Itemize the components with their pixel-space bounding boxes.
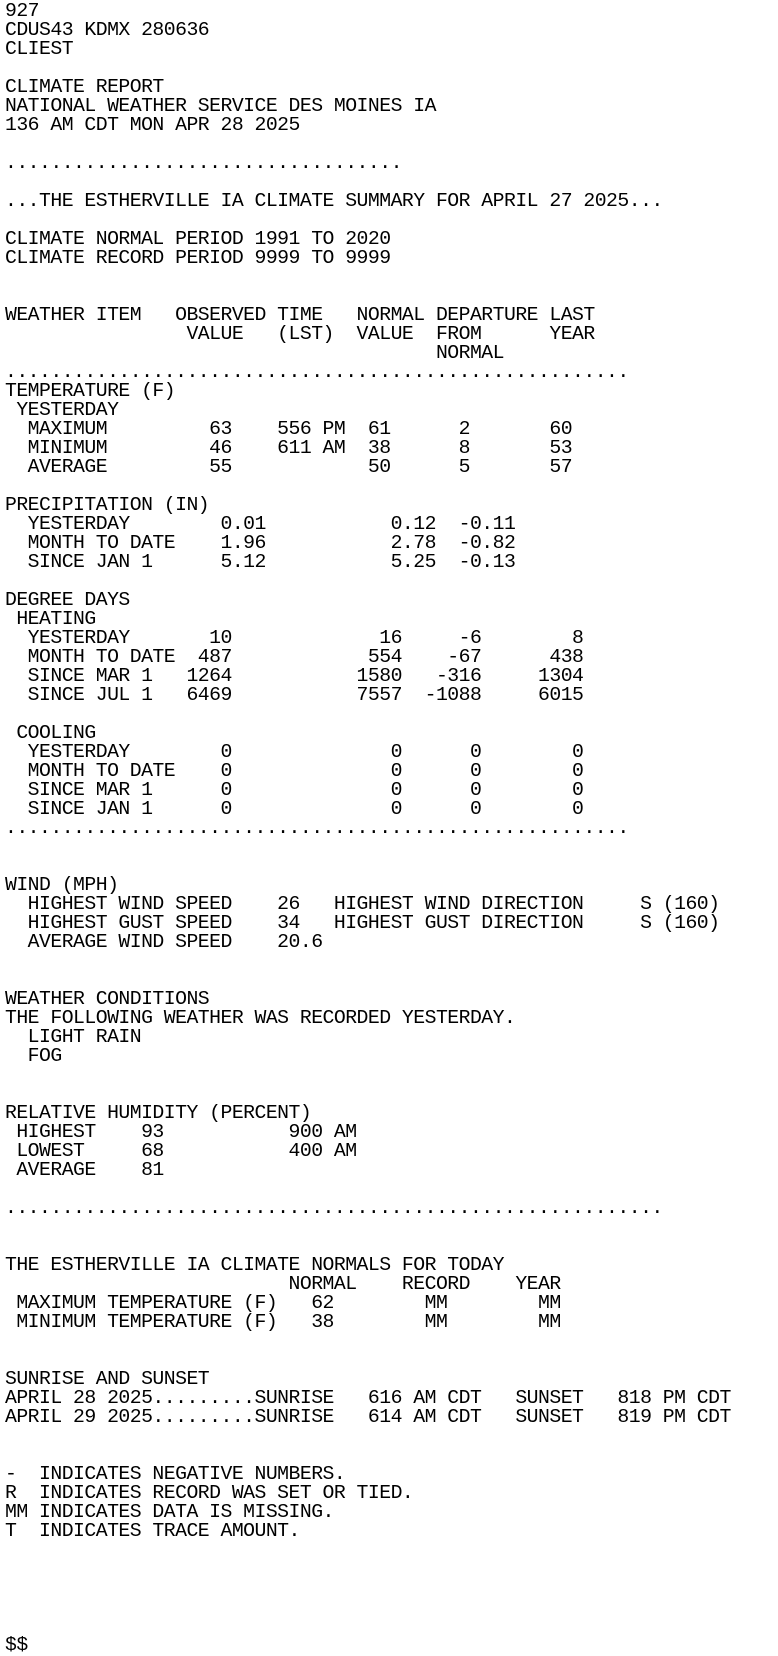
report-line: TEMPERATURE (F): [5, 380, 176, 402]
report-line: [5, 1541, 778, 1560]
report-line: MINIMUM TEMPERATURE (F) 38 MM MM: [5, 1311, 561, 1333]
report-line: COOLING: [5, 722, 96, 744]
report-line: SINCE JUL 1 6469 7557 -1088 6015: [5, 684, 584, 706]
report-line: [5, 268, 778, 287]
report-line: MM INDICATES DATA IS MISSING.: [5, 1501, 334, 1523]
report-line: [5, 1579, 778, 1598]
report-line: YESTERDAY 0.01 0.12 -0.11: [5, 513, 516, 535]
report-line: $$: [5, 1634, 28, 1656]
report-line: WEATHER ITEM OBSERVED TIME NORMAL DEPARTURE LAST: [5, 304, 595, 326]
report-line: [5, 952, 778, 971]
report-line: 927: [5, 0, 40, 22]
report-line: SUNRISE AND SUNSET: [5, 1368, 210, 1390]
report-line: NORMAL RECORD YEAR: [5, 1273, 561, 1295]
report-line: RELATIVE HUMIDITY (PERCENT): [5, 1102, 312, 1124]
report-line: .......................................................: [5, 361, 629, 383]
report-line: LIGHT RAIN: [5, 1026, 142, 1048]
report-line: MAXIMUM 63 556 PM 61 2 60: [5, 418, 573, 440]
report-line: [5, 1560, 778, 1579]
report-line: CLIEST: [5, 38, 74, 60]
report-line: HIGHEST WIND SPEED 26 HIGHEST WIND DIRECTION S (160): [5, 893, 720, 915]
report-line: CLIMATE REPORT: [5, 76, 164, 98]
report-line: [5, 705, 778, 724]
report-line: [5, 1617, 778, 1636]
report-line: AVERAGE WIND SPEED 20.6: [5, 931, 323, 953]
report-line: .......................................................: [5, 817, 629, 839]
report-line: SINCE MAR 1 1264 1580 -316 1304: [5, 665, 584, 687]
report-line: MAXIMUM TEMPERATURE (F) 62 MM MM: [5, 1292, 561, 1314]
report-line: YESTERDAY: [5, 399, 119, 421]
report-line: [5, 1332, 778, 1351]
report-line: SINCE JAN 1 5.12 5.25 -0.13: [5, 551, 516, 573]
report-line: [5, 1218, 778, 1237]
report-line: CLIMATE RECORD PERIOD 9999 TO 9999: [5, 247, 391, 269]
report-line: THE ESTHERVILLE IA CLIMATE NORMALS FOR TODAY: [5, 1254, 504, 1276]
report-line: - INDICATES NEGATIVE NUMBERS.: [5, 1463, 346, 1485]
report-line: VALUE (LST) VALUE FROM YEAR: [5, 323, 595, 345]
report-line: DEGREE DAYS: [5, 589, 130, 611]
report-line: HIGHEST 93 900 AM: [5, 1121, 357, 1143]
report-line: THE FOLLOWING WEATHER WAS RECORDED YESTERDAY.: [5, 1007, 516, 1029]
report-line: WIND (MPH): [5, 874, 119, 896]
report-line: MONTH TO DATE 487 554 -67 438: [5, 646, 584, 668]
report-line: NORMAL: [5, 342, 504, 364]
report-line: ..........................................................: [5, 1197, 663, 1219]
report-line: NATIONAL WEATHER SERVICE DES MOINES IA: [5, 95, 436, 117]
report-line: PRECIPITATION (IN): [5, 494, 210, 516]
report-line: [5, 838, 778, 857]
report-line: AVERAGE 55 50 5 57: [5, 456, 573, 478]
report-line: MONTH TO DATE 1.96 2.78 -0.82: [5, 532, 516, 554]
report-line: YESTERDAY 10 16 -6 8: [5, 627, 584, 649]
report-line: SINCE MAR 1 0 0 0 0: [5, 779, 584, 801]
report-line: [5, 1598, 778, 1617]
report-line: YESTERDAY 0 0 0 0: [5, 741, 584, 763]
report-line: T INDICATES TRACE AMOUNT.: [5, 1520, 300, 1542]
report-line: SINCE JAN 1 0 0 0 0: [5, 798, 584, 820]
report-line: ...................................: [5, 152, 402, 174]
report-line: FOG: [5, 1045, 62, 1067]
report-line: [5, 857, 778, 876]
report-line: MONTH TO DATE 0 0 0 0: [5, 760, 584, 782]
report-line: MINIMUM 46 611 AM 38 8 53: [5, 437, 573, 459]
report-line: HEATING: [5, 608, 96, 630]
report-line: WEATHER CONDITIONS: [5, 988, 210, 1010]
report-line: AVERAGE 81: [5, 1159, 164, 1181]
report-line: R INDICATES RECORD WAS SET OR TIED.: [5, 1482, 414, 1504]
report-line: APRIL 29 2025.........SUNRISE 614 AM CDT SUNSET 819 PM CDT: [5, 1406, 731, 1428]
report-line: 136 AM CDT MON APR 28 2025: [5, 114, 300, 136]
report-line: [5, 1066, 778, 1085]
report-line: LOWEST 68 400 AM: [5, 1140, 357, 1162]
report-line: ...THE ESTHERVILLE IA CLIMATE SUMMARY FOR APRIL 27 2025...: [5, 190, 663, 212]
report-line: HIGHEST GUST SPEED 34 HIGHEST GUST DIRECTION S (160): [5, 912, 720, 934]
report-line: CLIMATE NORMAL PERIOD 1991 TO 2020: [5, 228, 391, 250]
report-line: APRIL 28 2025.........SUNRISE 616 AM CDT SUNSET 818 PM CDT: [5, 1387, 731, 1409]
report-line: CDUS43 KDMX 280636: [5, 19, 210, 41]
report-line: [5, 1427, 778, 1446]
